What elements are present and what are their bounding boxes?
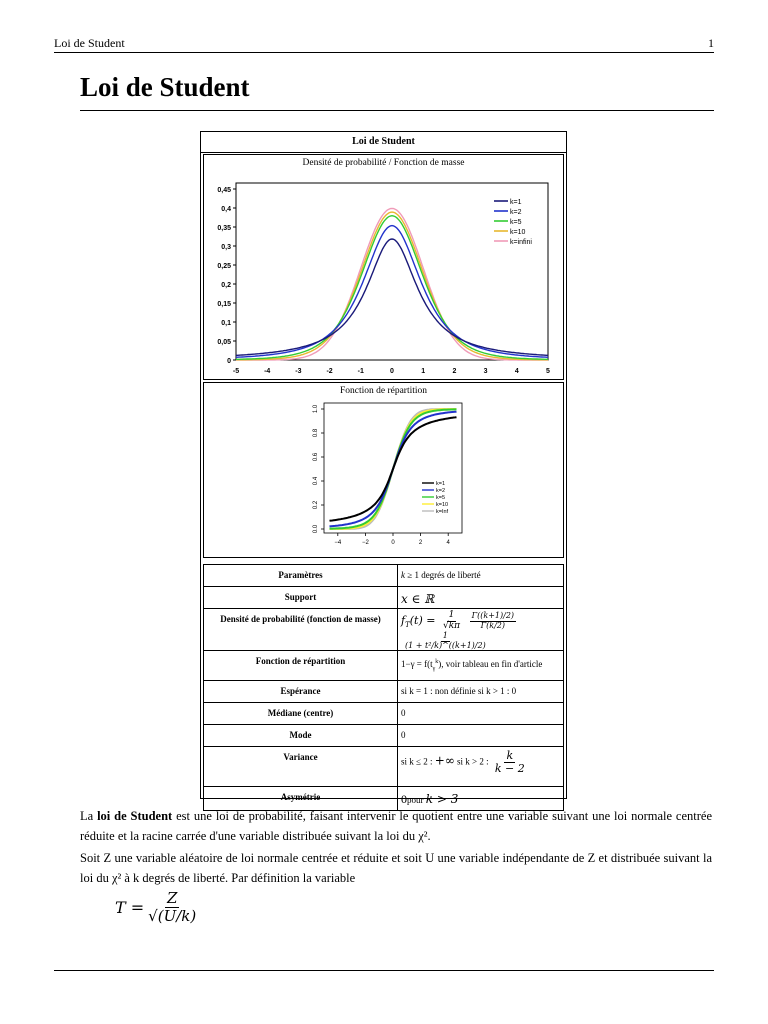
pdf-y-tick-label: 0,45 [217,187,231,194]
t-formula [115,890,200,924]
cdf-y-tick-label: 0.6 [313,452,319,462]
cdf-tail: ), voir tableau en fin d'article [438,659,543,670]
cdf-y-tick-label: 0.0 [313,524,319,534]
cdf-x-tick-label: 0 [391,540,395,546]
footer-rule [54,970,714,971]
cdf-label: Fonction de répartition [204,651,398,681]
density-arg: (t) = [409,614,436,628]
median-label: Médiane (centre) [204,703,398,725]
density-d1: √kπ [442,620,461,631]
pdf-x-tick-label: 4 [514,368,519,375]
density-sub: T [405,621,410,630]
pdf-y-tick-label: 0,15 [217,301,231,308]
cdf-x-tick-label: 2 [418,540,423,546]
density-n1: 1 [448,610,455,620]
row-parameters [204,565,564,587]
paragraph-2: Soit Z une variable aléatoire de loi normale centrée et réduite et soit U une variable indépendante de Z et distribuée suivant la loi du χ² à k degrés de liberté. Par définition la variable [80,851,712,885]
running-title: Loi de Student [54,36,125,50]
p1-start: La [80,809,98,823]
pdf-legend-label: k=2 [510,209,522,216]
cdf-legend-label: k=Inf [436,509,449,515]
cdf-sup: k [435,659,439,666]
pdf-series-k=2 [236,226,548,358]
pdf-x-tick-label: 1 [421,368,426,375]
cdf-legend-label: k=5 [436,495,446,501]
pdf-y-tick-label: 0,1 [221,320,231,327]
param-text: ≥ 1 degrés de liberté [405,570,481,580]
cdf-legend-label: k=1 [436,481,446,487]
variance-prefix: si k ≤ 2 : [401,757,433,768]
pdf-y-tick-label: 0,05 [217,339,231,346]
mean-value: si k = 1 : non définie si k > 1 : 0 [398,681,564,703]
cdf-y-tick-label: 0.2 [313,500,319,510]
pdf-chart [204,169,565,379]
variance-num: k [506,749,514,763]
variance-den: k − 2 [494,762,525,776]
pdf-series-k=5 [236,216,548,360]
support-label: Support [204,587,398,609]
row-mode [204,725,564,747]
density-f: f [401,614,406,628]
pdf-legend-label: k=10 [510,229,526,236]
pdf-y-tick-label: 0,35 [217,225,231,232]
density-value [398,609,564,651]
cdf-x-tick-label: 4 [446,540,450,546]
density-formula [401,610,518,650]
cdf-chart-title: Fonction de répartition [339,386,428,396]
pdf-x-tick-label: -4 [264,368,271,375]
skew-cond: k > 3 [425,792,459,807]
pdf-series-k=1 [236,239,548,355]
infobox-caption: Loi de Student [201,132,566,153]
mode-value: 0 [398,725,564,747]
variance-value [398,747,564,787]
mode-label: Mode [204,725,398,747]
formula-num: Z [166,889,178,907]
skew-zero: 0 [401,792,407,807]
p1-rest: est une loi de probabilité, faisant intervenir le quotient entre une variable suivant une loi normale centrée réduite et la racine carrée d'une variable distribuée suivant la loi du χ². [80,809,712,843]
cdf-legend-label: k=2 [436,488,446,494]
variance-mid: si k > 2 : [457,757,489,768]
title-rule [80,110,714,111]
cdf-value [398,651,564,681]
density-d2: Γ(k/2) [480,620,506,630]
density-d3: (1 + t²/k)^((k+1)/2) [405,640,486,650]
cdf-x-tick-label: −4 [334,540,342,546]
pdf-y-tick-label: 0,3 [221,244,231,251]
pdf-y-tick-label: 0,25 [217,263,231,270]
pdf-legend-label: k=infini [510,239,532,246]
paragraph-1 [80,806,712,846]
pdf-series-k=10 [236,212,548,360]
pdf-chart-cell [203,154,564,380]
row-support [204,587,564,609]
pdf-x-tick-label: -1 [357,368,364,375]
cdf-x-tick-label: −2 [361,540,369,546]
variance-inf: +∞ [434,754,455,769]
cdf-chart [204,397,565,557]
formula-den: √(U/k) [148,906,197,925]
parameters-label: Paramètres [204,565,398,587]
support-value [398,587,564,609]
pdf-chart-title: Densité de probabilité / Fonction de masse [302,158,465,168]
page-number: 1 [708,36,714,50]
pdf-plot-frame [236,183,548,360]
cdf-value-main: 1−γ = f(t [401,659,433,670]
pdf-legend-label: k=1 [510,199,522,206]
density-label: Densité de probabilité (fonction de masse) [204,609,398,651]
cdf-sub: γ [432,666,436,673]
mean-label: Espérance [204,681,398,703]
pdf-x-tick-label: 5 [546,368,550,375]
pdf-y-tick-label: 0 [227,358,231,365]
row-density [204,609,564,651]
density-n2: Γ((k+1)/2) [471,611,515,621]
variance-frac [493,750,527,775]
header-rule [54,52,714,53]
pdf-x-tick-label: 0 [390,368,394,375]
formula-lhs: T = [115,897,145,917]
skew-pour: pour [407,795,424,806]
cdf-legend-label: k=10 [436,502,449,508]
row-variance [204,747,564,787]
variance-label: Variance [204,747,398,787]
running-header [54,36,714,51]
pdf-x-tick-label: 2 [452,368,457,375]
density-n3: 1 [442,630,448,640]
formula-frac [146,890,198,924]
pdf-legend-label: k=5 [510,219,522,226]
row-cdf [204,651,564,681]
pdf-x-tick-label: 3 [483,368,488,375]
density-frac-3 [403,632,488,651]
pdf-x-tick-label: -2 [326,368,333,375]
p1-bold: loi de Student [97,809,173,823]
pdf-x-tick-label: -3 [295,368,302,375]
row-median [204,703,564,725]
support-formula: x ∈ ℝ [401,592,435,606]
parameters-value [398,565,564,587]
cdf-chart-cell [203,382,564,558]
infobox [200,131,567,807]
median-value: 0 [398,703,564,725]
skewness-label: Asymétrie [204,787,398,811]
cdf-y-tick-label: 0.8 [313,428,319,438]
pdf-x-tick-label: -5 [232,368,240,375]
pdf-y-tick-label: 0,2 [221,282,231,289]
cdf-y-tick-label: 0.4 [313,476,319,486]
cdf-y-tick-label: 1.0 [313,404,319,414]
density-frac-2 [470,612,516,631]
properties-table [203,564,564,811]
pdf-y-tick-label: 0,4 [221,206,231,213]
page-title: Loi de Student [80,72,250,102]
row-mean [204,681,564,703]
density-frac-1 [441,611,462,632]
param-k: k [401,570,405,580]
